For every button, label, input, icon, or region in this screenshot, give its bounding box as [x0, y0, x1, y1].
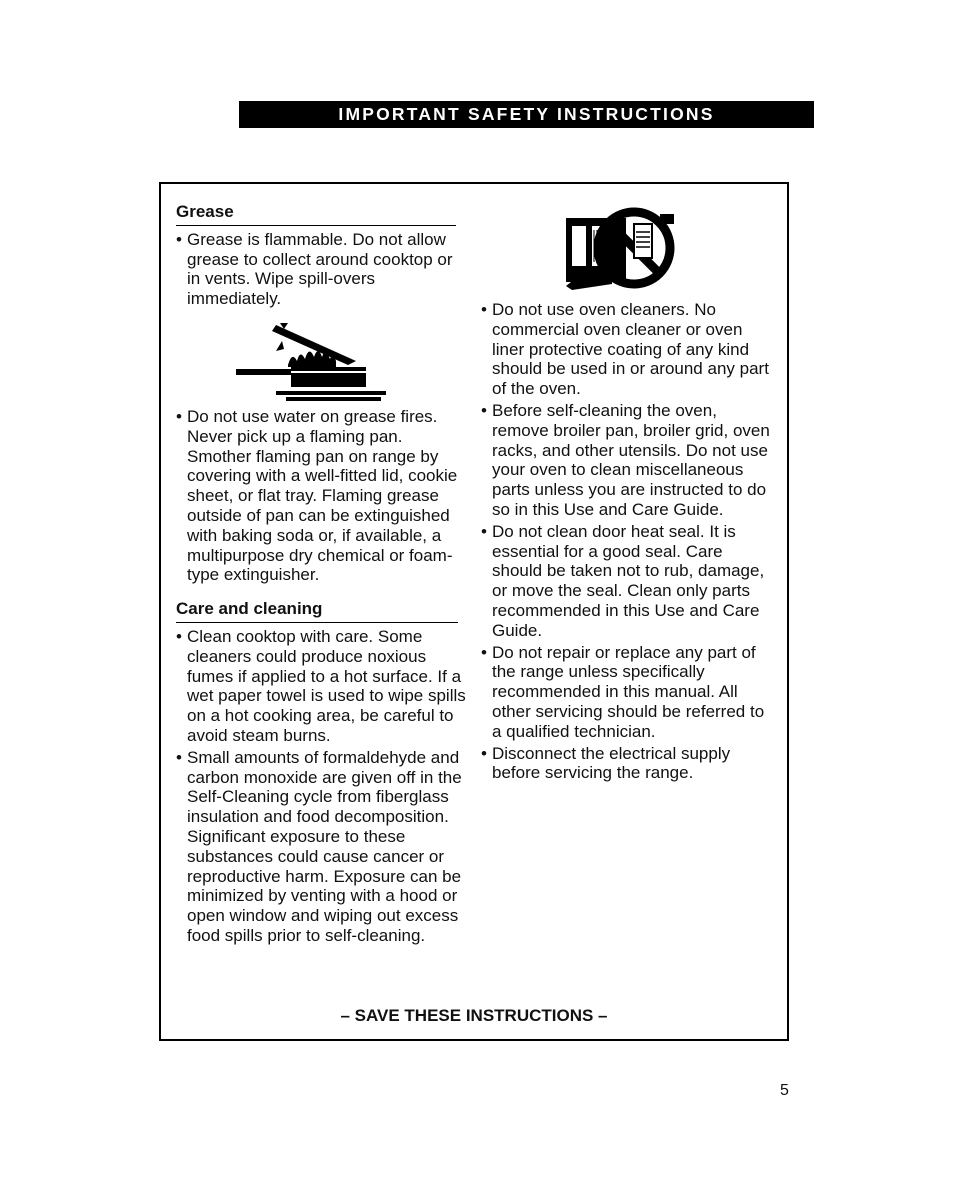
right-column: [481, 204, 776, 785]
banner-title: IMPORTANT SAFETY INSTRUCTIONS: [338, 104, 715, 124]
care-bullet-2: • Small amounts of formaldehyde and carbon monoxide are given off in the Self-Cleaning cycle from fiberglass insulation and food decomposition. Significant exposure to these substances could cause cancer or reproductive harm. Exposure can be minimized by venting with a hood or open window and wiping out excess food spills prior to self-cleaning.: [176, 748, 466, 946]
left-column: [176, 202, 466, 948]
section-banner: [239, 101, 814, 128]
care-bullet-1: • Clean cooktop with care. Some cleaners could produce noxious fumes if applied to a hot surface. If a wet paper towel is used to wipe spills on a hot cooking area, be careful to avoid steam burns.: [176, 627, 466, 746]
right-bullet-4: • Do not repair or replace any part of the range unless specifically recommended in this manual. All other servicing should be referred to a qualified technician.: [481, 643, 776, 742]
right-bullet-3: • Do not clean door heat seal. It is essential for a good seal. Care should be taken not to rub, damage, or move the seal. Clean only parts recommended in this Use and Care Guide.: [481, 522, 776, 641]
care-heading: Care and cleaning: [176, 599, 458, 623]
save-instructions: – SAVE THESE INSTRUCTIONS –: [340, 1006, 608, 1025]
right-bullet-2: • Before self-cleaning the oven, remove broiler pan, broiler grid, oven racks, and other utensils. Do not use your oven to clean miscellaneous parts unless you are instructed to do so in this Use and Care Guide.: [481, 401, 776, 520]
grease-heading: Grease: [176, 202, 456, 226]
flaming-pan-icon: [236, 323, 396, 403]
right-bullet-5: • Disconnect the electrical supply before servicing the range.: [481, 744, 776, 784]
right-bullet-1: • Do not use oven cleaners. No commercial oven cleaner or oven liner protective coating of any kind should be used in or around any part of the oven.: [481, 300, 776, 399]
grease-bullet-1: • Grease is flammable. Do not allow grease to collect around cooktop or in vents. Wipe spill-overs immediately.: [176, 230, 466, 309]
page-number: 5: [780, 1082, 789, 1099]
grease-bullet-2: • Do not use water on grease fires. Never pick up a flaming pan. Smother flaming pan on range by covering with a well-fitted lid, cookie sheet, or flat tray. Flaming grease outside of pan can be extinguished with baking soda or, if available, a multipurpose dry chemical or foam-type extinguisher.: [176, 407, 466, 585]
safety-box: [159, 182, 789, 1041]
no-oven-cleaner-icon: [564, 204, 679, 292]
